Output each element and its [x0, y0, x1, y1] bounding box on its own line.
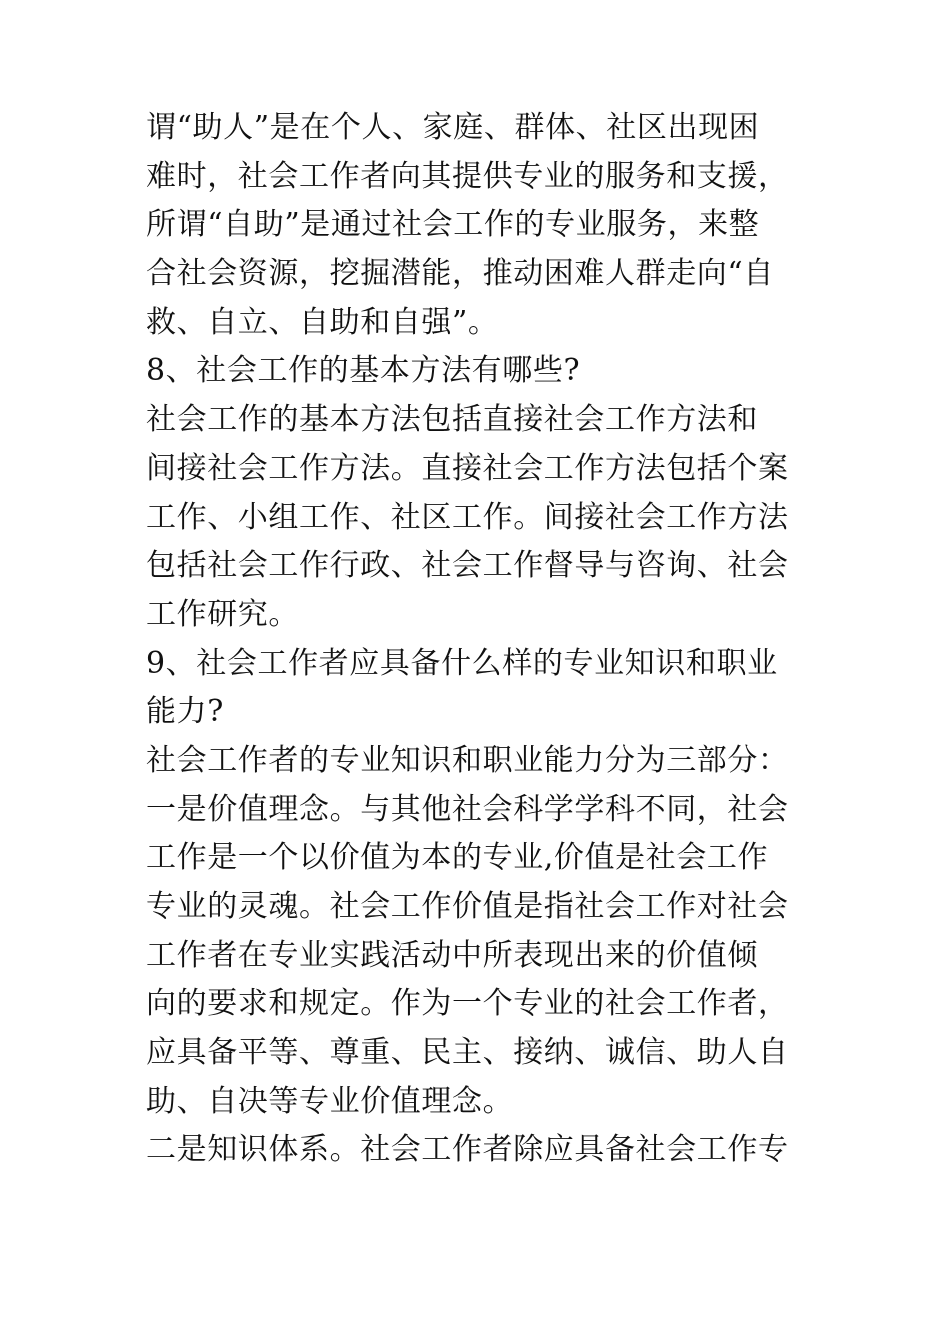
text-line: 救、自立、自助和自强”。 [146, 304, 499, 340]
text-line: 助、自决等专业价值理念。 [146, 1083, 514, 1119]
text-line: 一是价值理念。与其他社会科学学科不同，社会 [146, 791, 789, 827]
text-line: 向的要求和规定。作为一个专业的社会工作者， [146, 986, 789, 1022]
question-heading-9-cont: 能力? [146, 694, 224, 730]
text-line: 难时，社会工作者向其提供专业的服务和支援， [146, 158, 789, 194]
text-line: 二是知识体系。社会工作者除应具备社会工作专 [146, 1132, 789, 1168]
text-line: 专业的灵魂。社会工作价值是指社会工作对社会 [146, 889, 789, 924]
text-line: 工作研究。 [146, 596, 299, 632]
question-heading-8: 8、社会工作的基本方法有哪些? [146, 353, 581, 389]
text-line: 谓“助人”是在个人、家庭、群体、社区出现困 [146, 110, 760, 145]
document-body [146, 104, 810, 1175]
question-heading-9: 9、社会工作者应具备什么样的专业知识和职业 [146, 645, 778, 681]
text-line: 间接社会工作方法。直接社会工作方法包括个案 [146, 450, 789, 486]
text-line: 所谓“自助”是通过社会工作的专业服务，来整 [146, 207, 760, 243]
text-line: 社会工作的基本方法包括直接社会工作方法和 [146, 402, 758, 438]
text-line: 应具备平等、尊重、民主、接纳、诚信、助人自 [146, 1035, 789, 1071]
text-line: 社会工作者的专业知识和职业能力分为三部分： [146, 742, 789, 778]
text-line: 包括社会工作行政、社会工作督导与咨询、社会 [146, 548, 789, 584]
text-line: 合社会资源，挖掘潜能，推动困难人群走向“自 [146, 256, 774, 292]
text-line: 工作、小组工作、社区工作。间接社会工作方法 [146, 499, 789, 535]
text-line: 工作是一个以价值为本的专业,价值是社会工作 [146, 840, 769, 876]
text-line: 工作者在专业实践活动中所表现出来的价值倾 [146, 937, 758, 973]
